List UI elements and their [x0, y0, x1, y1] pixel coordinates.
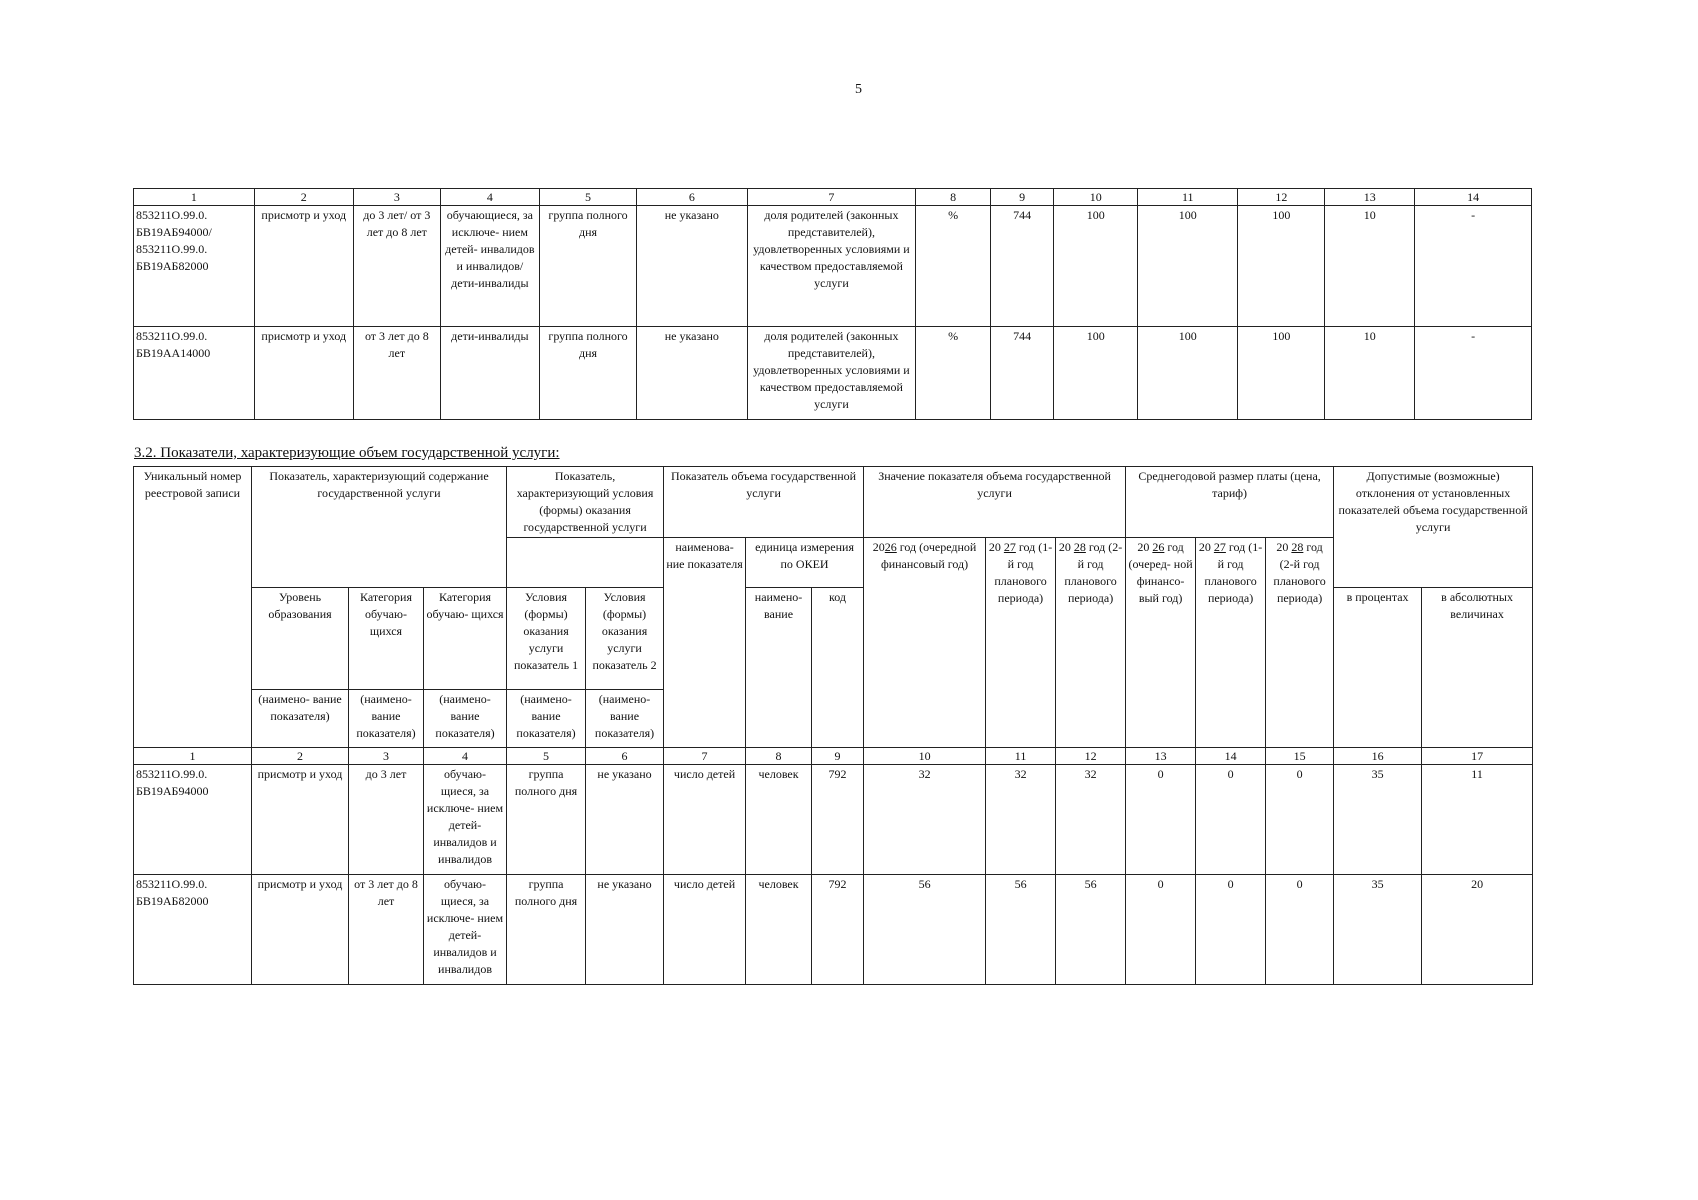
subheader-category-2: Категория обучаю- щихся	[424, 588, 507, 690]
column-number-row	[134, 189, 1532, 206]
subheader-condition-1: Условия (формы) оказания услуги показатель 1	[507, 588, 586, 690]
col-number: 14	[1415, 189, 1532, 206]
value-2028: 56	[1056, 875, 1126, 985]
unit-name: человек	[746, 875, 812, 985]
condition: не указано	[586, 875, 664, 985]
condition: не указано	[637, 206, 747, 327]
registry-number: 853211О.99.0. БВ19АБ82000	[134, 875, 252, 985]
col-number: 2	[254, 189, 353, 206]
fee-2026: 0	[1126, 765, 1196, 875]
col-number: 1	[134, 189, 255, 206]
subheader-naming: (наимено- вание показателя)	[424, 690, 507, 748]
volume-indicators-table	[133, 466, 1533, 985]
registry-number: 853211О.99.0. БВ19АБ94000	[134, 765, 252, 875]
header-conditions: Показатель, характеризующий условия (формы) оказания государственной услуги	[507, 467, 664, 538]
col-number: 11	[1138, 189, 1238, 206]
col-number: 14	[1196, 748, 1266, 765]
col-number: 13	[1126, 748, 1196, 765]
col-number: 12	[1238, 189, 1325, 206]
subheader-naming: (наимено- вание показателя)	[507, 690, 586, 748]
col-number: 3	[349, 748, 424, 765]
subheader-naming: (наимено- вание показателя)	[349, 690, 424, 748]
header-row	[134, 467, 1533, 538]
service-content: присмотр и уход	[254, 206, 353, 327]
subheader-naming: (наимено- вание показателя)	[586, 690, 664, 748]
value-2027: 100	[1138, 327, 1238, 420]
subheader-level: Уровень образования	[252, 588, 349, 690]
col-number: 7	[747, 189, 916, 206]
col-number: 10	[1054, 189, 1138, 206]
deviation-absolute: 11	[1422, 765, 1533, 875]
header-registry: Уникальный номер реестровой записи	[134, 467, 252, 748]
header-year-2028: 20 28 год (2-й год планового периода)	[1056, 538, 1126, 748]
fee-2026: 0	[1126, 875, 1196, 985]
col-number: 4	[440, 189, 539, 206]
service-form: группа полного дня	[539, 206, 636, 327]
service-form: группа полного дня	[507, 765, 586, 875]
age-group: от 3 лет до 8 лет	[349, 875, 424, 985]
subheader-condition-2: Условия (формы) оказания услуги показатель 2	[586, 588, 664, 690]
subheader-naming: (наимено- вание показателя)	[252, 690, 349, 748]
value-2027: 32	[986, 765, 1056, 875]
deviation-percent: 35	[1334, 765, 1422, 875]
table-row	[134, 327, 1532, 420]
indicator-name: число детей	[664, 875, 746, 985]
header-volume: Показатель объема государственной услуги	[664, 467, 864, 538]
subheader-category-1: Категория обучаю- щихся	[349, 588, 424, 690]
condition: не указано	[586, 765, 664, 875]
registry-number: 853211О.99.0. БВ19АБ94000/ 853211О.99.0. БВ19АБ82000	[134, 206, 255, 327]
unit-name: человек	[746, 765, 812, 875]
condition: не указано	[637, 327, 747, 420]
okei-code: 744	[990, 327, 1053, 420]
header-year-2026: 2026 год (очередной финансовый год)	[864, 538, 986, 748]
header-value: Значение показателя объема государственной услуги	[864, 467, 1126, 538]
col-number: 6	[586, 748, 664, 765]
col-number: 6	[637, 189, 747, 206]
subheader-percent: в процентах	[1334, 588, 1422, 748]
unit: %	[916, 206, 991, 327]
value-2028: 32	[1056, 765, 1126, 875]
value-2028: 100	[1238, 206, 1325, 327]
table-row	[134, 765, 1533, 875]
fee-2028: 0	[1266, 875, 1334, 985]
col-number: 15	[1266, 748, 1334, 765]
col-number: 5	[539, 189, 636, 206]
value-2028: 100	[1238, 327, 1325, 420]
fee-2028: 0	[1266, 765, 1334, 875]
value-2026: 56	[864, 875, 986, 985]
subheader-absolute: в абсолютных величинах	[1422, 588, 1533, 748]
col-number: 3	[353, 189, 440, 206]
header-year-2027: 20 27 год (1-й год планового периода)	[986, 538, 1056, 748]
subheader-unit-name: наимено- вание	[746, 588, 812, 748]
header-fee-2028: 20 28 год (2-й год планового периода)	[1266, 538, 1334, 748]
page-number: 5	[855, 82, 862, 97]
header-deviation: Допустимые (возможные) отклонения от установленных показателей объема государственной услуги	[1334, 467, 1533, 588]
unit-code: 792	[812, 875, 864, 985]
student-category: обучаю- щиеся, за исключе- нием детей- инвалидов и инвалидов	[424, 765, 507, 875]
col-number: 17	[1422, 748, 1533, 765]
header-indicator-name: наименова- ние показателя	[664, 538, 746, 748]
deviation-percent: 10	[1325, 327, 1415, 420]
student-category: обучаю- щиеся, за исключе- нием детей- инвалидов и инвалидов	[424, 875, 507, 985]
col-number: 16	[1334, 748, 1422, 765]
col-number: 4	[424, 748, 507, 765]
indicator-name: доля родителей (законных представителей), удовлетворенных условиями и качеством предоставляемой услуги	[747, 327, 916, 420]
table-row	[134, 206, 1532, 327]
deviation-percent: 10	[1325, 206, 1415, 327]
education-level: присмотр и уход	[252, 875, 349, 985]
deviation-percent: 35	[1334, 875, 1422, 985]
col-number: 5	[507, 748, 586, 765]
value-2027: 100	[1138, 206, 1238, 327]
column-number-row	[134, 748, 1533, 765]
subheader-unit-code: код	[812, 588, 864, 748]
indicator-name: доля родителей (законных представителей), удовлетворенных условиями и качеством предоставляемой услуги	[747, 206, 916, 327]
okei-code: 744	[990, 206, 1053, 327]
unit-code: 792	[812, 765, 864, 875]
value-2027: 56	[986, 875, 1056, 985]
deviation-absolute: -	[1415, 327, 1532, 420]
section-title: 3.2. Показатели, характеризующие объем государственной услуги:	[134, 445, 560, 461]
header-content: Показатель, характеризующий содержание государственной услуги	[252, 467, 507, 588]
col-number: 8	[746, 748, 812, 765]
deviation-absolute: -	[1415, 206, 1532, 327]
header-fee-2027: 20 27 год (1-й год планового периода)	[1196, 538, 1266, 748]
service-form: группа полного дня	[507, 875, 586, 985]
age-group: до 3 лет	[349, 765, 424, 875]
header-fee-2026: 20 26 год (очеред- ной финансо- вый год)	[1126, 538, 1196, 748]
col-number: 2	[252, 748, 349, 765]
col-number: 13	[1325, 189, 1415, 206]
quality-indicators-table	[133, 188, 1532, 420]
value-2026: 32	[864, 765, 986, 875]
col-number: 12	[1056, 748, 1126, 765]
header-conditions-cont	[507, 538, 664, 588]
value-2026: 100	[1054, 206, 1138, 327]
col-number: 9	[990, 189, 1053, 206]
age-group: от 3 лет до 8 лет	[353, 327, 440, 420]
indicator-name: число детей	[664, 765, 746, 875]
col-number: 8	[916, 189, 991, 206]
fee-2027: 0	[1196, 765, 1266, 875]
col-number: 11	[986, 748, 1056, 765]
deviation-absolute: 20	[1422, 875, 1533, 985]
service-form: группа полного дня	[539, 327, 636, 420]
col-number: 10	[864, 748, 986, 765]
unit: %	[916, 327, 991, 420]
col-number: 7	[664, 748, 746, 765]
header-fee: Среднегодовой размер платы (цена, тариф)	[1126, 467, 1334, 538]
service-content: присмотр и уход	[254, 327, 353, 420]
col-number: 9	[812, 748, 864, 765]
student-category: дети-инвалиды	[440, 327, 539, 420]
registry-number: 853211О.99.0. БВ19АА14000	[134, 327, 255, 420]
student-category: обучающиеся, за исключе- нием детей- инвалидов и инвалидов/ дети-инвалиды	[440, 206, 539, 327]
table-row	[134, 875, 1533, 985]
col-number: 1	[134, 748, 252, 765]
value-2026: 100	[1054, 327, 1138, 420]
fee-2027: 0	[1196, 875, 1266, 985]
education-level: присмотр и уход	[252, 765, 349, 875]
age-group: до 3 лет/ от 3 лет до 8 лет	[353, 206, 440, 327]
header-unit: единица измерения по ОКЕИ	[746, 538, 864, 588]
